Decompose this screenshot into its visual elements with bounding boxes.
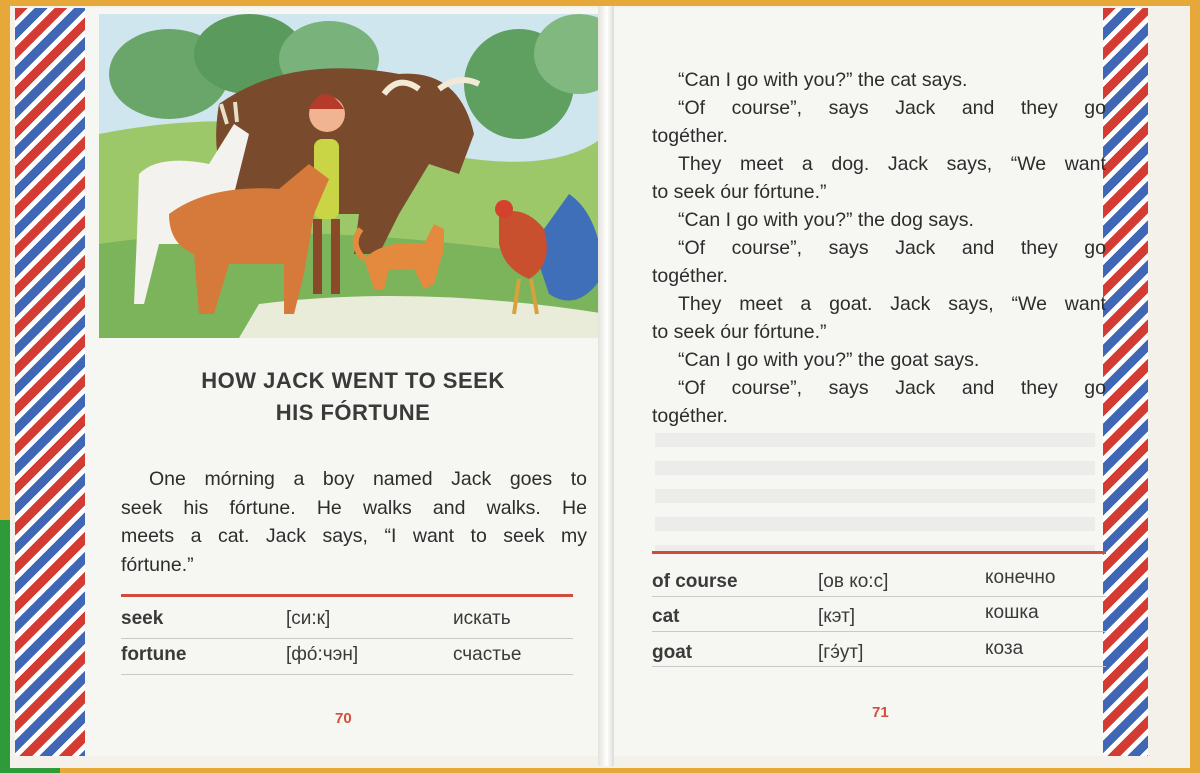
word: Jack <box>887 153 929 175</box>
word: meet <box>739 293 783 315</box>
show-through-text <box>655 433 1095 553</box>
vocab-english: goat <box>652 642 693 663</box>
word: He <box>316 496 342 519</box>
vocab-transcription: [фó:чэн] <box>286 644 359 665</box>
story-line: to seek óur fórtune.” <box>652 181 827 203</box>
word: a <box>800 293 812 315</box>
row-divider <box>652 631 1106 632</box>
row-divider <box>121 638 573 639</box>
vocab-transcription: [кэт] <box>818 606 856 627</box>
story-illustration <box>99 14 607 338</box>
word: One <box>149 468 186 490</box>
vocab-transcription: [си:к] <box>286 608 331 629</box>
word: “Of <box>678 237 706 259</box>
word: goat. <box>829 293 873 315</box>
word: Jack <box>451 468 492 490</box>
vocab-row <box>652 602 1106 630</box>
word: a <box>293 468 305 490</box>
word: named <box>372 468 433 490</box>
story-line: togéther. <box>652 405 728 427</box>
word: walks <box>362 496 412 519</box>
word: seek <box>503 525 545 547</box>
vocab-row <box>652 638 1106 666</box>
vocab-english: cat <box>652 606 680 627</box>
vocab-divider <box>121 594 573 597</box>
word: go <box>1084 237 1106 259</box>
word: They <box>678 153 722 175</box>
vocab-russian: искать <box>453 608 511 629</box>
vocab-row <box>652 567 1106 595</box>
word: my <box>560 525 587 547</box>
word: says, <box>322 525 368 547</box>
vocab-english: of course <box>652 571 738 592</box>
page-number-left: 70 <box>335 710 352 727</box>
word: course”, <box>731 237 803 259</box>
story-title-line-1: HOW JACK WENT TO SEEK <box>201 368 505 393</box>
story-line <box>652 150 1106 178</box>
row-divider <box>652 596 1106 597</box>
left-page <box>15 8 608 756</box>
word: “We <box>1011 293 1047 315</box>
vocab-divider <box>652 551 1106 554</box>
word: Jack <box>890 293 931 315</box>
word: to <box>470 525 487 547</box>
word: says <box>828 377 869 399</box>
story-line <box>652 94 1106 122</box>
word: says <box>828 97 869 119</box>
word: a <box>801 153 813 175</box>
story-line: “Can I go with you?” the dog says. <box>678 209 974 231</box>
word: want <box>1064 293 1106 315</box>
word: They <box>678 293 722 315</box>
word: and <box>432 496 466 519</box>
word: walks. <box>486 496 541 519</box>
row-divider <box>652 666 1106 667</box>
paragraph-line <box>121 465 587 494</box>
story-line: togéther. <box>652 125 728 147</box>
vocab-transcription: [гэ́ут] <box>818 642 864 663</box>
story-title-line-2: HIS FÓRTUNE <box>275 400 431 425</box>
vocab-row <box>121 644 573 668</box>
word: “I <box>384 525 397 547</box>
word: says, <box>948 293 994 315</box>
airmail-border-right <box>1103 8 1148 756</box>
vocab-english: fortune <box>121 644 187 665</box>
vocab-russian: конечно <box>985 567 1056 588</box>
vocab-row <box>121 608 573 632</box>
word: a <box>190 525 202 547</box>
word: “We <box>1010 153 1047 175</box>
story-line <box>652 374 1106 402</box>
airmail-border-left <box>15 8 85 756</box>
word: to <box>570 468 587 490</box>
story-line: “Can I go with you?” the goat says. <box>678 349 980 371</box>
paragraph-line <box>121 494 587 523</box>
word: they <box>1020 377 1058 399</box>
vocab-english: seek <box>121 608 164 629</box>
word: meets <box>121 525 175 547</box>
page-number-right: 71 <box>872 704 889 721</box>
story-paragraph <box>121 465 587 579</box>
word: “Of <box>678 377 706 399</box>
word: cat. <box>217 525 250 547</box>
story-line: “Can I go with you?” the cat says. <box>678 69 968 91</box>
word: Jack <box>265 525 306 547</box>
word: goes <box>509 468 553 490</box>
word: says, <box>946 153 993 175</box>
word: they <box>1020 97 1058 119</box>
paragraph-line <box>121 551 587 580</box>
word: his <box>183 496 209 519</box>
vocab-russian: кошка <box>985 602 1039 623</box>
word: dog. <box>831 153 870 175</box>
word: mórning <box>204 468 275 490</box>
word: Jack <box>895 97 936 119</box>
vocab-russian: коза <box>985 638 1024 659</box>
word: fórtune.” <box>121 553 194 576</box>
word: seek <box>121 496 163 519</box>
word: Jack <box>895 377 936 399</box>
right-story-text <box>652 66 1106 430</box>
word: course”, <box>731 377 803 399</box>
paragraph-line <box>121 522 587 551</box>
story-line: togéther. <box>652 265 728 287</box>
vocab-transcription: [ов ко:с] <box>818 571 889 592</box>
word: go <box>1084 377 1106 399</box>
word: He <box>562 496 587 519</box>
word: meet <box>739 153 784 175</box>
word: fórtune. <box>229 496 296 519</box>
story-line: to seek óur fórtune.” <box>652 321 827 343</box>
word: “Of <box>678 97 706 119</box>
word: says <box>828 237 869 259</box>
word: boy <box>322 468 355 490</box>
story-line <box>652 234 1106 262</box>
word: want <box>1064 153 1106 175</box>
word: and <box>961 377 995 399</box>
word: want <box>412 525 455 547</box>
word: they <box>1020 237 1058 259</box>
word: and <box>961 97 995 119</box>
word: go <box>1084 97 1106 119</box>
word: course”, <box>731 97 803 119</box>
word: Jack <box>895 237 936 259</box>
book-gutter <box>598 6 614 766</box>
row-divider <box>121 674 573 675</box>
story-line <box>652 290 1106 318</box>
word: and <box>961 237 995 259</box>
vocab-russian: счастье <box>453 644 522 665</box>
